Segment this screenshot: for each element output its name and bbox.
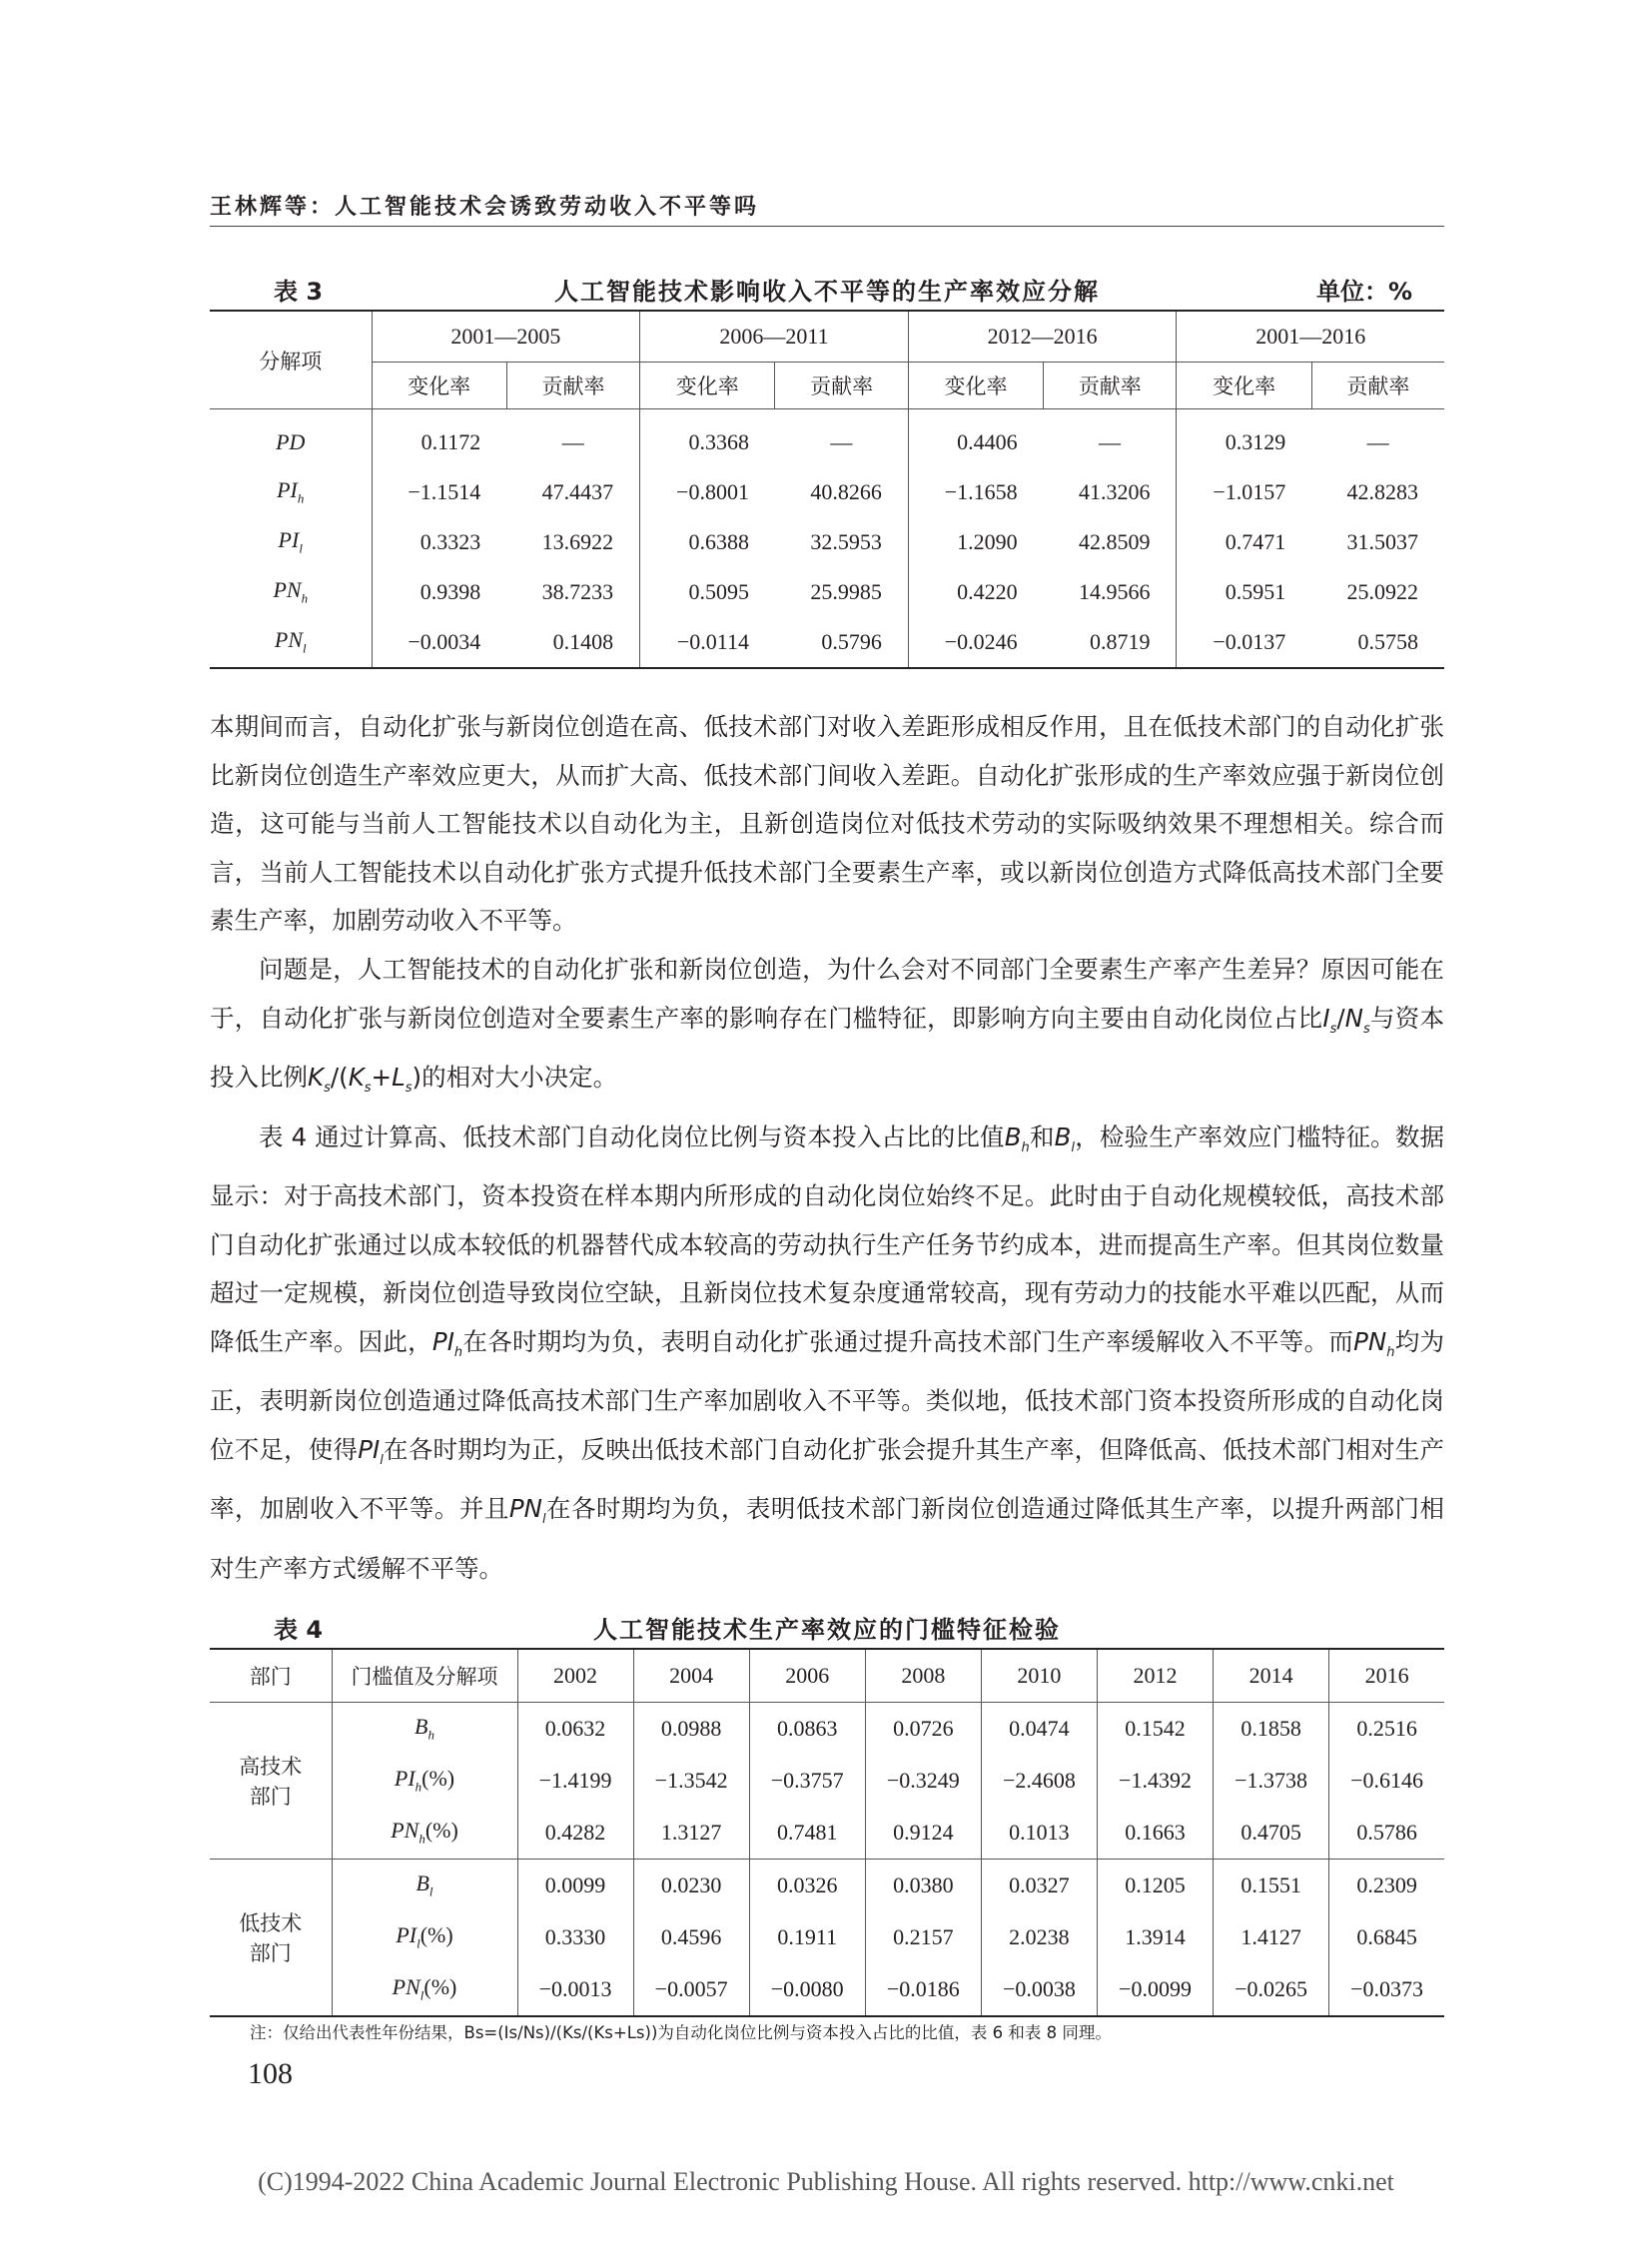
table-cell: 0.6845 <box>1329 1911 1444 1963</box>
table3-row-header: 分解项 <box>259 349 323 374</box>
table4-year: 2016 <box>1329 1649 1444 1703</box>
table-cell: 0.0326 <box>749 1860 865 1912</box>
text-run: 表 4 通过计算高、低技术部门自动化岗位比例与资本投入占比的比值 <box>259 1121 1005 1151</box>
row-label-text: B <box>415 1870 429 1896</box>
table3-period: 2006—2011 <box>640 311 909 363</box>
table-cell: 0.1858 <box>1214 1703 1329 1756</box>
row-label-text: PI <box>277 477 298 503</box>
table-row <box>210 467 1444 517</box>
row-label-suffix: (%) <box>424 1818 458 1844</box>
table-cell: −0.0057 <box>633 1963 749 2016</box>
running-head: 王林辉等：人工智能技术会诱致劳动收入不平等吗 <box>210 195 760 220</box>
table-cell: 1.3127 <box>633 1807 749 1860</box>
row-label-text: PI <box>396 1922 417 1948</box>
paragraph-1: 本期间而言，自动化扩张与新岗位创造在高、低技术部门对收入差距形成相反作用，且在低技术部门的自动化扩张比新岗位创造生产率效应更大，从而扩大高、低技术部门间收入差距。自动化扩张形成的生产率效应强于新岗位创造，这可能与当前人工智能技术以自动化为主，且新创造岗位对低技术劳动的实际吸纳效果不理想相关。综合而言，当前人工智能技术以自动化扩张方式提升低技术部门全要素生产率，或以新岗位创造方式降低高技术部门全要素生产率，加剧劳动收入不平等。 <box>210 712 1444 936</box>
table-cell: −0.0246 <box>908 617 1043 668</box>
row-label <box>332 1911 517 1963</box>
table3-caption <box>210 272 1444 304</box>
row-label <box>332 1963 517 2016</box>
table-cell: 41.3206 <box>1078 479 1151 504</box>
table-cell: 0.1408 <box>552 629 614 654</box>
table-cell: 14.9566 <box>1078 579 1151 604</box>
table-cell: 0.7481 <box>749 1807 865 1860</box>
table-cell: 0.4282 <box>517 1807 633 1860</box>
table-cell: 0.0380 <box>865 1860 981 1912</box>
table-cell: 0.4220 <box>908 567 1043 617</box>
table-cell: 0.5796 <box>821 629 882 654</box>
row-label-suffix: (%) <box>419 1922 453 1948</box>
table-cell: 1.4127 <box>1214 1911 1329 1963</box>
table-cell: −0.0038 <box>981 1963 1097 2016</box>
table3 <box>210 310 1444 669</box>
table-cell: 0.1551 <box>1214 1860 1329 1912</box>
table-cell: 40.8266 <box>810 479 882 504</box>
table-cell: 0.3129 <box>1177 409 1311 468</box>
table3-title: 人工智能技术影响收入不平等的生产率效应分解 <box>554 278 1100 306</box>
row-label-sub: h <box>297 490 305 506</box>
table3-subheader: 变化率 <box>372 363 506 409</box>
table-cell: 0.2157 <box>865 1911 981 1963</box>
table-cell: — <box>506 409 639 468</box>
text-run: 在各时期均为正，反映出低技术部门自动化扩张会提升其生产率，但降低高、低技术部门相对生产率，加剧收入不平等。并且 <box>210 1434 1445 1524</box>
table3-number: 表 3 <box>274 278 324 306</box>
table-cell: 0.1172 <box>372 409 506 468</box>
table-cell: −0.0080 <box>749 1963 865 2016</box>
table4-year: 2012 <box>1097 1649 1213 1703</box>
table4-col-dept: 部门 <box>249 1665 292 1689</box>
table-cell: 32.5953 <box>810 529 882 554</box>
row-label <box>210 517 372 567</box>
table-cell: 0.5786 <box>1329 1807 1444 1860</box>
dept-label-line: 部门 <box>249 1785 292 1809</box>
table-cell: 0.0726 <box>865 1703 981 1756</box>
table-cell: 31.5037 <box>1346 529 1418 554</box>
row-label-sub: h <box>414 1779 422 1795</box>
row-label-suffix: (%) <box>423 1974 457 2000</box>
dept-label-line: 部门 <box>249 1941 292 1965</box>
text-run: 和 <box>1029 1121 1055 1151</box>
row-label <box>210 409 372 468</box>
row-label <box>332 1860 517 1912</box>
body-text <box>210 703 1444 1593</box>
table-cell: −1.0157 <box>1177 467 1311 517</box>
paragraph-2: 问题是，人工智能技术的自动化扩张和新岗位创造，为什么会对不同部门全要素生产率产生差异？原因可能在于，自动化扩张与新岗位创造对全要素生产率的影响存在门槛特征，即影响方向主要由自动化岗位占比$I_s/N_s$与资本投入比例$K_s/(K_s+L_s)$的相对大小决定。 <box>210 954 1445 1096</box>
row-label-sub: l <box>299 540 303 556</box>
table-cell: 0.0632 <box>517 1703 633 1756</box>
table-cell: 0.0230 <box>633 1860 749 1912</box>
row-label-sub: l <box>416 1935 420 1951</box>
table4-caption <box>210 1610 1444 1642</box>
row-label-text: PN <box>392 1974 420 2000</box>
table-cell: 0.6388 <box>640 517 775 567</box>
table-row <box>210 1860 1444 1912</box>
dept-label-line: 高技术 <box>239 1755 303 1779</box>
table-cell: 0.9124 <box>865 1807 981 1860</box>
row-label <box>332 1703 517 1756</box>
table-row <box>210 1911 1444 1963</box>
dept-label <box>210 1860 332 2017</box>
table4-year: 2002 <box>517 1649 633 1703</box>
table-cell: 0.2309 <box>1329 1860 1444 1912</box>
table4-note: 注：仅给出代表性年份结果，Bs=(Is/Ns)/(Ks/(Ks+Ls))为自动化岗位比例与资本投入占比的比值，表 6 和表 8 同理。 <box>250 2023 1112 2042</box>
row-label <box>332 1755 517 1807</box>
table-cell: 0.3330 <box>517 1911 633 1963</box>
text-run: 在各时期均为负，表明自动化扩张通过提升高技术部门生产率缓解收入不平等。而 <box>462 1326 1354 1356</box>
row-label-text: PI <box>278 527 300 553</box>
table-cell: −1.4392 <box>1097 1755 1213 1807</box>
table-cell: 25.9985 <box>810 579 882 604</box>
table4-title: 人工智能技术生产率效应的门槛特征检验 <box>593 1616 1061 1644</box>
table3-period: 2001—2005 <box>372 311 640 363</box>
row-label-text: PI <box>394 1766 415 1792</box>
row-label-text: PN <box>273 577 302 603</box>
dept-label <box>210 1703 332 1860</box>
table3-body <box>210 409 1444 669</box>
table3-unit: 单位：% <box>1315 278 1412 306</box>
row-label-text: PN <box>391 1818 419 1844</box>
page-number: 108 <box>248 2057 293 2090</box>
row-label-sub: l <box>303 640 307 656</box>
text-run: ，检验生产率效应门槛特征。数据显示：对于高技术部门，资本投资在样本期内所形成的自动化岗位始终不足。此时由于自动化规模较低，高技术部门自动化扩张通过以成本较低的机器替代成本较高的劳动执行生产任务节约成本，进而提高生产率。但其岗位数量超过一定规模，新岗位创造导致岗位空缺，且新岗位技术复杂度通常较高，现有劳动力的技能水平难以匹配，从而降低生产率。因此， <box>210 1121 1444 1356</box>
table-row <box>210 1755 1444 1807</box>
row-label-text: PN <box>274 627 303 653</box>
row-label-sub: l <box>428 1883 433 1899</box>
table-cell: −0.0099 <box>1097 1963 1213 2016</box>
table-cell: 47.4437 <box>541 479 614 504</box>
table-cell: 0.1013 <box>981 1807 1097 1860</box>
text-run: 的相对大小决定。 <box>421 1063 618 1093</box>
table3-subheader: 变化率 <box>640 363 775 409</box>
row-label-text: B <box>414 1714 428 1740</box>
table-cell: 0.4596 <box>633 1911 749 1963</box>
table4-number: 表 4 <box>274 1616 324 1644</box>
table-cell: −1.3542 <box>633 1755 749 1807</box>
table-cell: 0.2516 <box>1329 1703 1444 1756</box>
table-cell: — <box>1311 409 1444 468</box>
table-cell: −1.1658 <box>908 467 1043 517</box>
row-label <box>332 1807 517 1860</box>
table-cell: 0.1663 <box>1097 1807 1213 1860</box>
table-cell: −0.0034 <box>372 617 506 668</box>
table-cell: 0.5758 <box>1357 629 1418 654</box>
table-cell: 42.8509 <box>1078 529 1151 554</box>
table-cell: 0.4705 <box>1214 1807 1329 1860</box>
table-cell: −1.3738 <box>1214 1755 1329 1807</box>
table3-period: 2012—2016 <box>908 311 1177 363</box>
table-cell: 0.8719 <box>1089 629 1151 654</box>
table-cell: 0.0474 <box>981 1703 1097 1756</box>
dept-label-line: 低技术 <box>239 1911 303 1935</box>
table-cell: 0.3323 <box>372 517 506 567</box>
row-label-text: PD <box>276 429 306 454</box>
table3-subheader: 贡献率 <box>1311 363 1444 409</box>
table-cell: 38.7233 <box>541 579 614 604</box>
table-cell: 0.5095 <box>640 567 775 617</box>
table-cell: −0.0114 <box>640 617 775 668</box>
table3-subheader: 变化率 <box>1177 363 1311 409</box>
table-cell: −0.8001 <box>640 467 775 517</box>
row-label <box>210 617 372 668</box>
table-cell: — <box>775 409 908 468</box>
table-row <box>210 1703 1444 1756</box>
text-run: 与资本投入比例 <box>210 1003 1445 1093</box>
table-cell: −0.3757 <box>749 1755 865 1807</box>
table-cell: −1.1514 <box>372 467 506 517</box>
table-row <box>210 617 1444 668</box>
table-cell: 0.7471 <box>1177 517 1311 567</box>
table-row <box>210 567 1444 617</box>
table4-year: 2010 <box>981 1649 1097 1703</box>
table-cell: 0.5951 <box>1177 567 1311 617</box>
text-run: 在各时期均为负，表明低技术部门新岗位创造通过降低其生产率，以提升两部门相对生产率方式缓解不平等。 <box>210 1494 1445 1583</box>
row-label <box>210 567 372 617</box>
table-cell: 0.1205 <box>1097 1860 1213 1912</box>
table-cell: −0.0137 <box>1177 617 1311 668</box>
table-cell: 0.0099 <box>517 1860 633 1912</box>
table-row <box>210 409 1444 468</box>
table-cell: −0.6146 <box>1329 1755 1444 1807</box>
table4-year: 2006 <box>749 1649 865 1703</box>
text-run: 问题是，人工智能技术的自动化扩张和新岗位创造，为什么会对不同部门全要素生产率产生差异？原因可能在于，自动化扩张与新岗位创造对全要素生产率的影响存在门槛特征，即影响方向主要由自动化岗位占比 <box>210 954 1444 1033</box>
table-row <box>210 1963 1444 2016</box>
paragraph-3: 表 4 通过计算高、低技术部门自动化岗位比例与资本投入占比的比值$B_h$和$B_l$，检验生产率效应门槛特征。数据显示：对于高技术部门，资本投资在样本期内所形成的自动化岗位始终不足。此时由于自动化规模较低，高技术部门自动化扩张通过以成本较低的机器替代成本较高的劳动执行生产任务节约成本，进而提高生产率。但其岗位数量超过一定规模，新岗位创造导致岗位空缺，且新岗位技术复杂度通常较高，现有劳动力的技能水平难以匹配，从而降低生产率。因此，$PI_h$在各时期均为负，表明自动化扩张通过提升高技术部门生产率缓解收入不平等。而$PN_h$均为正，表明新岗位创造通过降低高技术部门生产率加剧收入不平等。类似地，低技术部门资本投资所形成的自动化岗位不足，使得$PI_l$在各时期均为正，反映出低技术部门自动化扩张会提升其生产率，但降低高、低技术部门相对生产率，加剧收入不平等。并且$PN_l$在各时期均为负，表明低技术部门新岗位创造通过降低其生产率，以提升两部门相对生产率方式缓解不平等。 <box>210 1121 1445 1583</box>
table-cell: −0.0265 <box>1214 1963 1329 2016</box>
table-cell: 1.2090 <box>908 517 1043 567</box>
table-cell: −2.4608 <box>981 1755 1097 1807</box>
row-label-sub: h <box>301 590 309 606</box>
row-label-suffix: (%) <box>421 1766 455 1792</box>
table4-body <box>210 1703 1444 2017</box>
row-label-sub: h <box>427 1727 434 1743</box>
row-label-sub: l <box>419 1987 424 2003</box>
copyright-footer: (C)1994-2022 China Academic Journal Electronic Publishing House. All rights reserved. http://www.cnki.net <box>258 2167 1394 2196</box>
table-cell: 0.1542 <box>1097 1703 1213 1756</box>
table-cell: 0.0863 <box>749 1703 865 1756</box>
table3-subheader: 贡献率 <box>775 363 908 409</box>
table-cell: 0.0327 <box>981 1860 1097 1912</box>
row-label <box>210 467 372 517</box>
table-cell: — <box>1044 409 1177 468</box>
table-cell: 2.0238 <box>981 1911 1097 1963</box>
table4-year: 2004 <box>633 1649 749 1703</box>
table3-subheader: 贡献率 <box>1044 363 1177 409</box>
table-cell: −0.0373 <box>1329 1963 1444 2016</box>
table-cell: 0.9398 <box>372 567 506 617</box>
table4-col-item: 门槛值及分解项 <box>332 1649 517 1703</box>
table3-subheader: 变化率 <box>908 363 1043 409</box>
row-label-sub: h <box>418 1831 425 1847</box>
table-cell: −0.3249 <box>865 1755 981 1807</box>
table-cell: 0.4406 <box>908 409 1043 468</box>
table-row <box>210 1807 1444 1860</box>
table-cell: −0.0186 <box>865 1963 981 2016</box>
table3-subheader: 贡献率 <box>506 363 639 409</box>
table4 <box>210 1648 1444 2017</box>
table-row <box>210 517 1444 567</box>
table-cell: 1.3914 <box>1097 1911 1213 1963</box>
table-cell: 25.0922 <box>1346 579 1418 604</box>
table-cell: −0.0013 <box>517 1963 633 2016</box>
table-cell: 0.1911 <box>749 1911 865 1963</box>
table4-year: 2014 <box>1214 1649 1329 1703</box>
table-cell: 0.0988 <box>633 1703 749 1756</box>
table-cell: 13.6922 <box>541 529 614 554</box>
table4-year: 2008 <box>865 1649 981 1703</box>
table3-period: 2001—2016 <box>1177 311 1444 363</box>
table-cell: −1.4199 <box>517 1755 633 1807</box>
text-run: 均为正，表明新岗位创造通过降低高技术部门生产率加剧收入不平等。类似地，低技术部门资本投资所形成的自动化岗位不足，使得 <box>210 1326 1445 1464</box>
table-cell: 0.3368 <box>640 409 775 468</box>
table-cell: 42.8283 <box>1346 479 1418 504</box>
header-rule <box>210 226 1444 227</box>
